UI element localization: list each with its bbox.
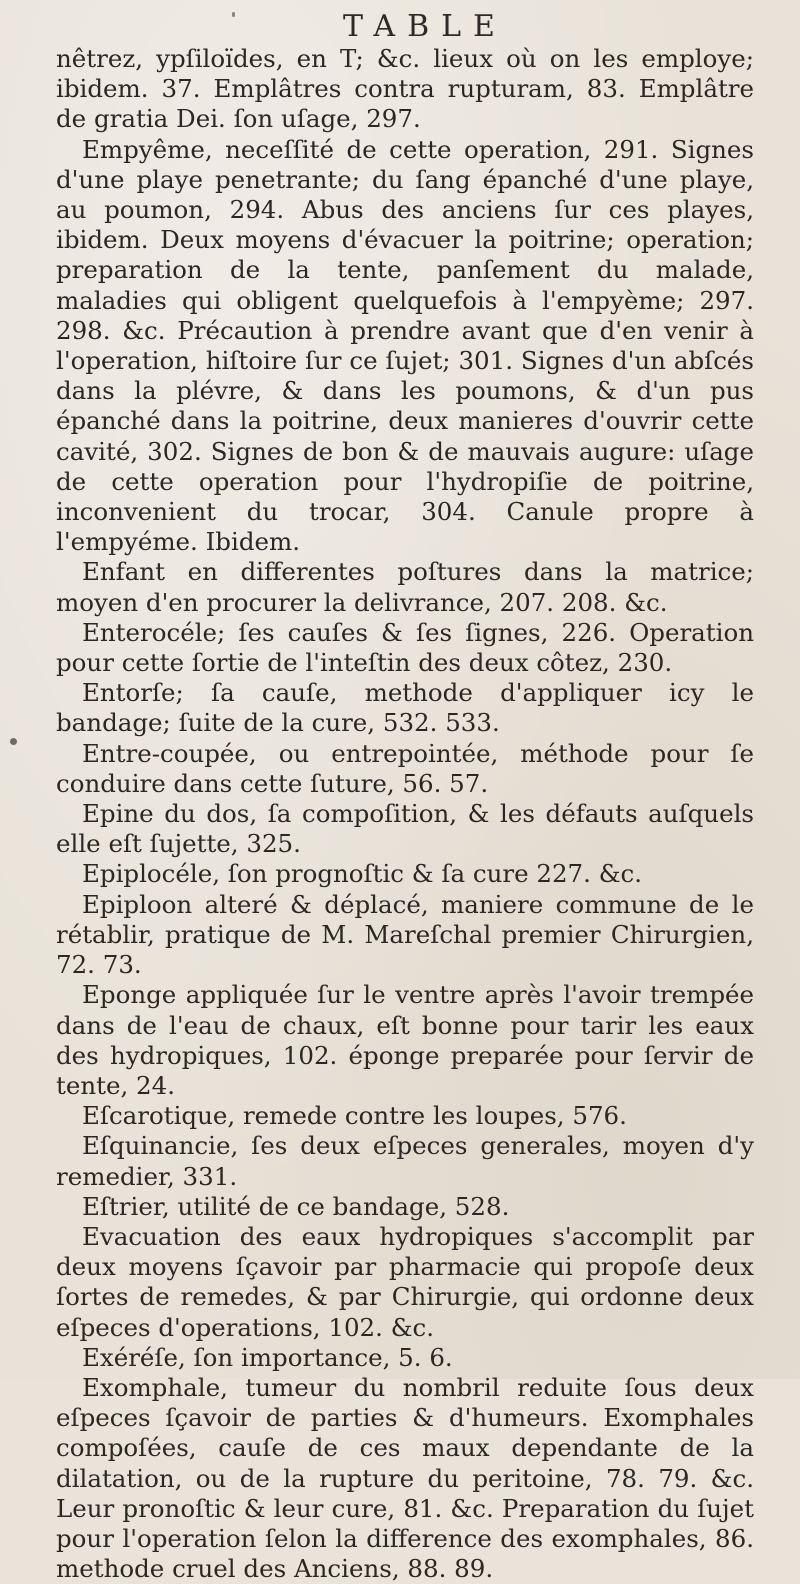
index-entry: Enfant en differentes poſtures dans la matrice; moyen d'en procurer la delivrance, 207. 208. &c. bbox=[56, 557, 754, 617]
index-entry: Eſcarotique, remede contre les loupes, 576. bbox=[82, 1101, 627, 1131]
index-entry: Enterocéle; ſes cauſes & ſes ſignes, 226. Operation pour cette ſortie de l'inteſtin des deux côtez, 230. bbox=[56, 617, 754, 678]
index-entry: Empyême, neceſſité de cette operation, 291. Signes d'une playe penetrante; du ſang épanché d'une playe, au poumon, 294. Abus des anciens ſur ces playes, ibidem. Deux moyens d'évacuer la poitrine; operation; preparation de la tente, panſement du malade, maladies qui obligent quelquefois à l'empyème; 297. 298. &c. Précaution à prendre avant que d'en venir à l'operation, hiſtoire ſur ce ſujet; 301. Signes d'un abſcés dans la plévre, & dans les poumons, & d'un pus épanché dans la poitrine, deux manieres d'ouvrir cette cavité, 302. Signes de bon & de mauvais augure: uſage de cette operation pour l'hydropiſie de poitrine, inconvenient du trocar, 304. Canule propre à l'empyéme. Ibidem. bbox=[56, 134, 754, 557]
index-entry: Eponge appliquée ſur le ventre après l'avoir trempée dans de l'eau de chaux, eſt bonne pour tarir les eaux des hydropiques, 102. éponge preparée pour ſervir de tente, 24. bbox=[56, 980, 754, 1100]
margin-ink-dot bbox=[10, 738, 17, 745]
index-entry: Epiplocéle, ſon prognoſtic & ſa cure 227. &c. bbox=[82, 859, 643, 889]
index-entry: Eſtrier, utilité de ce bandage, 528. bbox=[82, 1191, 510, 1221]
ink-speck bbox=[232, 12, 235, 17]
index-entry: Exéréſe, ſon importance, 5. 6. bbox=[82, 1342, 453, 1372]
index-entry: nêtrez, ypſiloïdes, en T; &c. lieux où on les employe; ibidem. 37. Emplâtres contra rupturam, 83. Emplâtre de gratia Dei. ſon uſage, 297. bbox=[56, 44, 754, 134]
index-entry: Epiploon alteré & déplacé, maniere commune de le rétablir, pratique de M. Mareſchal premier Chirurgien, 72. 73. bbox=[56, 889, 754, 980]
index-entry: Evacuation des eaux hydropiques s'accomplit par deux moyens ſçavoir par pharmacie qui propoſe deux ſortes de remedes, & par Chirurgie, qui ordonne deux eſpeces d'operations, 102. &c. bbox=[56, 1221, 754, 1342]
index-entries bbox=[56, 44, 754, 1584]
running-head: TABLE bbox=[343, 9, 507, 44]
index-entry: Entorſe; ſa cauſe, methode d'appliquer icy le bandage; ſuite de la cure, 532. 533. bbox=[56, 678, 754, 738]
index-entry: Exomphale, tumeur du nombril reduite ſous deux eſpeces ſçavoir de parties & d'humeurs. Exomphales compoſées, cauſe de ces maux dependante de la dilatation, ou de la rupture du peritoine, 78. 79. &c. Leur pronoſtic & leur cure, 81. &c. Preparation du ſujet pour l'operation ſelon la difference des exomphales, 86. methode cruel des Anciens, 88. 89. bbox=[56, 1372, 754, 1584]
index-entry: Epine du dos, ſa compoſition, & les défauts auſquels elle eſt ſujette, 325. bbox=[56, 799, 754, 859]
index-entry: Eſquinancie, ſes deux eſpeces generales, moyen d'y remedier, 331. bbox=[56, 1131, 754, 1191]
index-entry: Entre-coupée, ou entrepointée, méthode pour ſe conduire dans cette ſuture, 56. 57. bbox=[56, 738, 754, 798]
